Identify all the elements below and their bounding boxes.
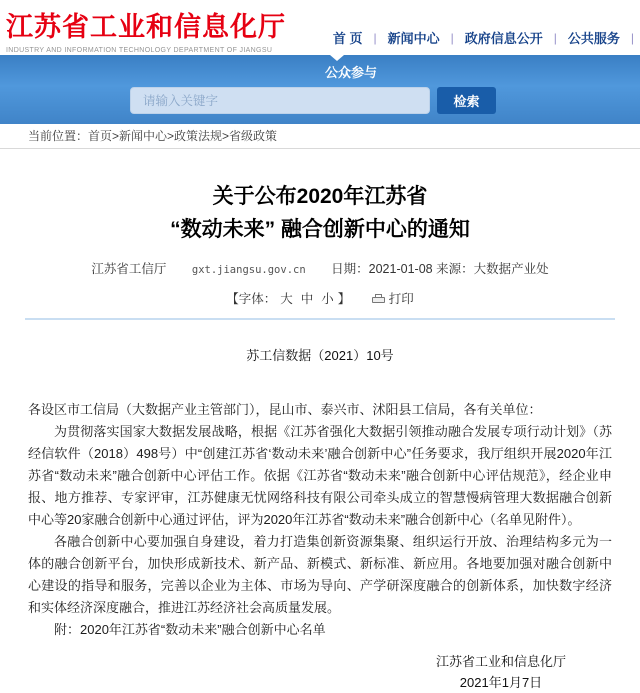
article-body	[28, 399, 612, 641]
nav-separator: |	[630, 30, 634, 45]
font-size-medium[interactable]: 中	[300, 292, 314, 306]
nav-separator: |	[450, 30, 454, 45]
paragraph-body-2: 各融合创新中心要加强自身建设，着力打造集创新资源集聚、组织运行开放、治理结构多元为一体的融合创新平台，加快形成新技术、新产品、新模式、新标准、新应用。各地要加强对融合创新中心建设的指导和服务，完善以企业为主体、市场为导向、产学研深度融合的创新体系，加快数字经济和实体经济深度融合，推进江苏经济社会高质量发展。	[28, 534, 612, 615]
article	[0, 149, 640, 693]
page-title-line2: “数动未来” 融合创新中心的通知	[170, 218, 470, 241]
nav-item-public-service[interactable]: 公共服务	[567, 31, 620, 46]
font-size-label-close: 】	[337, 292, 351, 306]
signature-date: 2021年1月7日	[459, 675, 543, 690]
page-title	[0, 180, 640, 246]
site-header	[0, 0, 640, 55]
font-size-small[interactable]: 小	[321, 292, 334, 306]
paragraph-salutation: 各设区市工信局（大数据产业主管部门），昆山市、泰兴市、沭阳县工信局，各有关单位：	[28, 402, 542, 417]
site-logo-subtitle: INDUSTRY AND INFORMATION TECHNOLOGY DEPARTMENT OF JIANGSU	[6, 47, 273, 54]
content-divider	[25, 318, 615, 320]
meta-source: 来源：大数据产业处	[436, 262, 549, 276]
meta-site-url: gxt.jiangsu.gov.cn	[191, 264, 306, 276]
meta-department: 江苏省工信厅	[91, 262, 167, 276]
search-input[interactable]	[130, 87, 430, 114]
top-nav	[322, 28, 634, 47]
print-button[interactable]	[372, 292, 414, 306]
site-logo-title: 江苏省工业和信息化厅	[6, 12, 286, 43]
attachment-note: 附：2020年江苏省“数动未来”融合创新中心名单	[54, 622, 326, 637]
nav-item-gov-info[interactable]: 政府信息公开	[464, 31, 543, 46]
font-size-label-open: 【字体：	[226, 292, 277, 306]
nav-item-news[interactable]: 新闻中心	[387, 31, 440, 46]
nav-separator: |	[373, 30, 377, 45]
meta-date: 日期：2021-01-08	[331, 262, 433, 276]
article-meta	[0, 259, 640, 277]
site-logo[interactable]	[6, 5, 286, 54]
nav-separator: |	[553, 30, 557, 45]
nav-item-public-participation[interactable]: 公众参与	[325, 65, 378, 80]
document-number: 苏工信数据（2021）10号	[246, 348, 394, 363]
font-size-large[interactable]: 大	[280, 292, 293, 306]
nav-item-home[interactable]: 首 页	[332, 31, 363, 46]
breadcrumb-path[interactable]: 首页>新闻中心>政策法规>省级政策	[88, 129, 278, 143]
signature-block	[0, 651, 566, 693]
breadcrumb	[0, 124, 640, 149]
search-button[interactable]: 检索	[437, 87, 496, 114]
signature-org: 江苏省工业和信息化厅	[435, 654, 566, 669]
article-controls	[0, 289, 640, 307]
paragraph-body-1: 为贯彻落实国家大数据发展战略，根据《江苏省强化大数据引领推动融合发展专项行动计划》（苏经信软件（2018）498号）中“创建江苏省‘数动未来’融合创新中心”任务要求，我厅组织开展2020年江苏省“数动未来”融合创新中心评估工作。依据《江苏省“数动未来”融合创新中心评估规范》，经企业申报、地方推荐、专家评审，江苏健康无忧网络科技有限公司牵头成立的智慧慢病管理大数据融合创新中心等20家融合创新中心通过评估，评为2020年江苏省“数动未来”融合创新中心（名单见附件）。	[28, 424, 612, 527]
printer-icon	[372, 294, 385, 305]
breadcrumb-label: 当前位置：	[28, 129, 89, 143]
active-tab-indicator	[330, 55, 344, 61]
page-title-line1: 关于公布2020年江苏省	[212, 185, 428, 208]
print-label: 打印	[388, 292, 414, 306]
